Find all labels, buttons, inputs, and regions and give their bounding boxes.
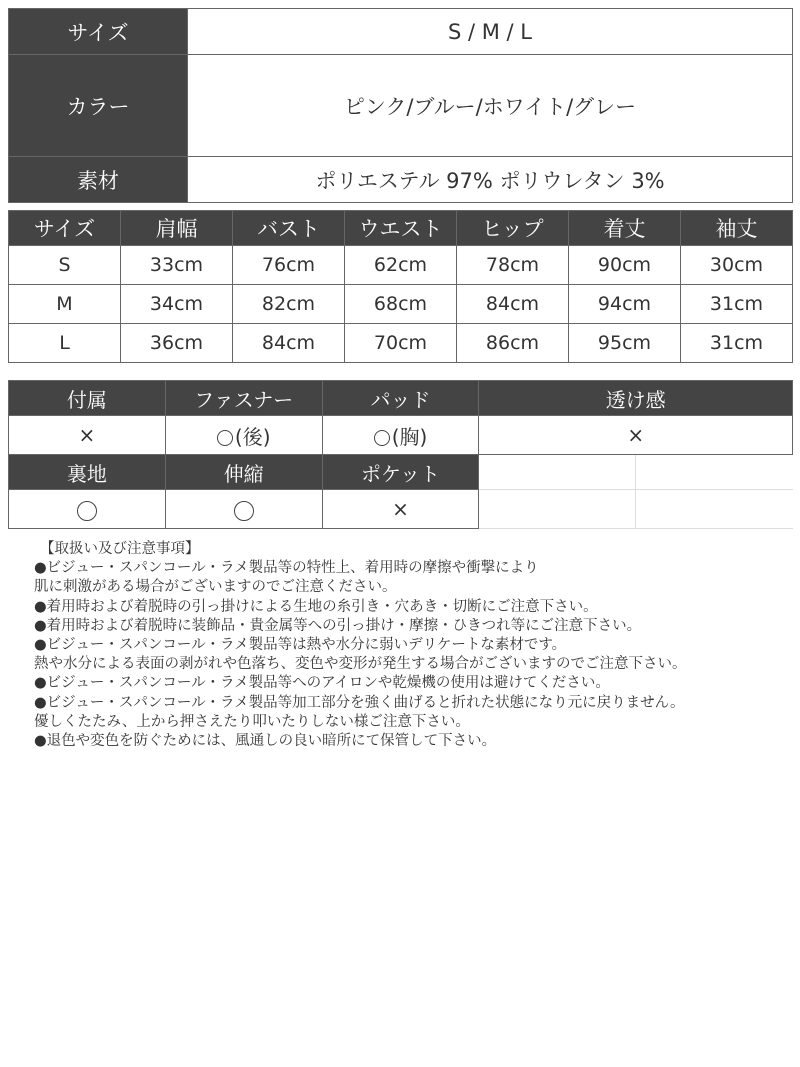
circle-mark-icon <box>217 430 233 446</box>
sheerness-header: 透け感 <box>479 381 793 416</box>
table-cell: 84cm <box>233 324 345 363</box>
care-note-line: ●ビジュー・スパンコール・ラメ製品等加工部分を強く曲げると折れた状態になり元に戻りません。 <box>34 694 685 711</box>
table-cell: 78cm <box>457 246 569 285</box>
table-cell: 31cm <box>681 324 793 363</box>
pad-header: パッド <box>322 381 479 416</box>
color-label: カラー <box>9 55 188 157</box>
care-note-line: ●着用時および着脱時の引っ掛けによる生地の糸引き・穴あき・切断にご注意下さい。 <box>34 598 598 615</box>
care-note-line: ●ビジュー・スパンコール・ラメ製品等は熱や水分に弱いデリケートな素材です。 <box>34 637 567 654</box>
table-cell: 68cm <box>345 285 457 324</box>
bust-header: バスト <box>233 211 345 246</box>
care-note-line: 肌に刺激がある場合がございますのでご注意ください。 <box>34 579 397 596</box>
attributes-header-row-2 <box>9 455 793 490</box>
material-value: ポリエステル 97% ポリウレタン 3% <box>188 157 793 203</box>
fastener-value <box>165 416 322 455</box>
size-table <box>8 210 793 363</box>
material-label: 素材 <box>9 157 188 203</box>
table-cell: 31cm <box>681 285 793 324</box>
table-cell: 84cm <box>457 285 569 324</box>
size-table-header <box>9 211 793 246</box>
pad-value <box>322 416 479 455</box>
table-cell: S <box>9 246 121 285</box>
lining-value <box>9 490 166 529</box>
table-cell: 62cm <box>345 246 457 285</box>
shoulder-header: 肩幅 <box>121 211 233 246</box>
table-row <box>9 324 793 363</box>
pad-value-text: (胸) <box>391 424 428 449</box>
attributes-value-row-2 <box>9 490 793 529</box>
table-row <box>9 285 793 324</box>
size-header: サイズ <box>9 211 121 246</box>
table-cell: 90cm <box>569 246 681 285</box>
attributes-header-row-1 <box>9 381 793 416</box>
empty-cell <box>636 455 793 490</box>
care-note-line: ●着用時および着脱時に装飾品・貴金属等への引っ掛け・摩擦・ひきつれ等にご注意下さい。 <box>34 617 642 634</box>
care-note-line: ●ビジュー・スパンコール・ラメ製品等へのアイロンや乾燥機の使用は避けてください。 <box>34 675 610 692</box>
color-value: ピンク/ブルー/ホワイト/グレー <box>188 55 793 157</box>
table-cell: 95cm <box>569 324 681 363</box>
care-note-line: ●ビジュー・スパンコール・ラメ製品等の特性上、着用時の摩擦や衝撃により <box>34 560 539 577</box>
table-cell: 33cm <box>121 246 233 285</box>
hip-header: ヒップ <box>457 211 569 246</box>
care-notes <box>34 540 687 751</box>
care-notes-title: 【取扱い及び注意事項】 <box>40 541 200 557</box>
empty-cell <box>479 490 636 529</box>
table-cell: 82cm <box>233 285 345 324</box>
care-note-line: 優しくたたみ、上から押さえたり叩いたりしない様ご注意下さい。 <box>34 713 470 730</box>
waist-header: ウエスト <box>345 211 457 246</box>
attributes-value-row-1 <box>9 416 793 455</box>
table-cell: 76cm <box>233 246 345 285</box>
sheerness-value: × <box>479 416 793 455</box>
care-note-line: ●退色や変色を防ぐためには、風通しの良い暗所にて保管して下さい。 <box>34 733 497 750</box>
pocket-value: × <box>322 490 479 529</box>
stretch-header: 伸縮 <box>165 455 322 490</box>
stretch-value <box>165 490 322 529</box>
empty-cell <box>479 455 636 490</box>
accessory-value: × <box>9 416 166 455</box>
care-note-line: 熱や水分による表面の剥がれや色落ち、変色や変形が発生する場合がございますのでご注意下さい。 <box>34 656 687 673</box>
empty-cell <box>636 490 793 529</box>
size-value: S / M / L <box>188 9 793 55</box>
table-cell: 70cm <box>345 324 457 363</box>
table-cell: 94cm <box>569 285 681 324</box>
size-label: サイズ <box>9 9 188 55</box>
table-cell: 86cm <box>457 324 569 363</box>
accessory-header: 付属 <box>9 381 166 416</box>
circle-mark-icon <box>77 501 97 521</box>
sleeve-header: 袖丈 <box>681 211 793 246</box>
pocket-header: ポケット <box>322 455 479 490</box>
table-row <box>9 246 793 285</box>
table-cell: M <box>9 285 121 324</box>
fastener-value-text: (後) <box>234 424 271 449</box>
circle-mark-icon <box>374 430 390 446</box>
attributes-table <box>8 380 793 529</box>
spec-table <box>8 8 793 203</box>
circle-mark-icon <box>234 501 254 521</box>
table-cell: L <box>9 324 121 363</box>
fastener-header: ファスナー <box>165 381 322 416</box>
table-cell: 34cm <box>121 285 233 324</box>
length-header: 着丈 <box>569 211 681 246</box>
lining-header: 裏地 <box>9 455 166 490</box>
table-cell: 36cm <box>121 324 233 363</box>
table-cell: 30cm <box>681 246 793 285</box>
